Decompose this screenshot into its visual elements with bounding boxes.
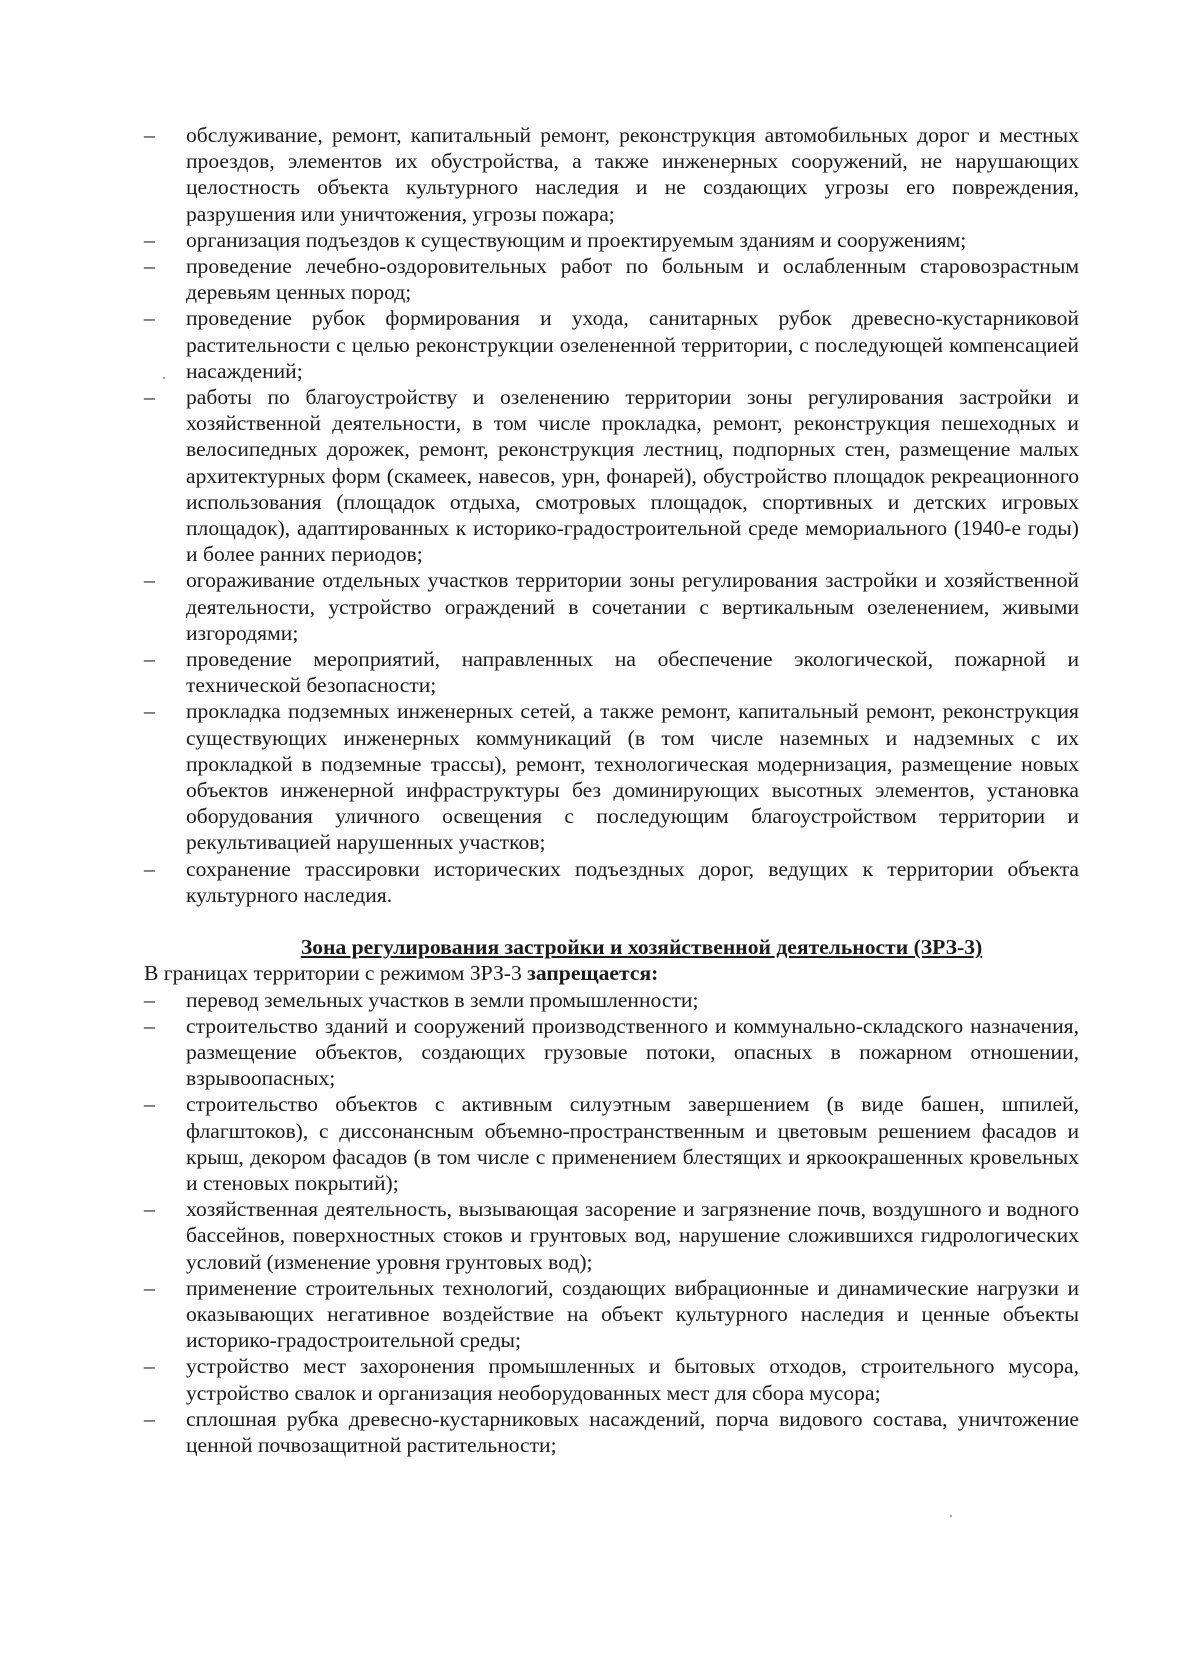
list-item: [144, 1013, 1079, 1092]
section-title: Зона регулирования застройки и хозяйственной деятельности (ЗРЗ-3): [300, 935, 983, 960]
dash-marker: –: [144, 856, 155, 881]
dash-marker: –: [144, 1354, 155, 1379]
list-item-text: проведение лечебно-оздоровительных работ по больным и ослабленным старовозрастным деревьям ценных пород;: [186, 254, 1079, 305]
dash-marker: –: [144, 1197, 155, 1222]
list-item-text: прокладка подземных инженерных сетей, а также ремонт, капитальный ремонт, реконструкция существующих инженерных коммуникаций (в том числе наземных и надземных с их прокладкой в подземные трассы), ремонт, технологическая модернизация, размещение новых объектов инженерной инфраструктуры без доминирующих высотных элементов, установка оборудования уличного освещения с последующим благоустройством территории и рекультивацией нарушенных участков;: [186, 699, 1079, 855]
list-item-text: проведение мероприятий, направленных на обеспечение экологической, пожарной и технической безопасности;: [186, 647, 1079, 698]
section-intro: [144, 960, 1079, 986]
list-item: [144, 384, 1079, 567]
list-item: [144, 305, 1079, 384]
list-item-text: хозяйственная деятельность, вызывающая засорение и загрязнение почв, воздушного и водного бассейнов, поверхностных стоков и грунтовых вод, нарушение сложившихся гидрологических условий (изменение уровня грунтовых вод);: [186, 1197, 1079, 1274]
dash-marker: –: [144, 647, 155, 672]
list-item-text: строительство объектов с активным силуэтным завершением (в виде башен, шпилей, флагштоков), с диссонансным объемно-пространственным и цветовым решением фасадов и крыш, декором фасадов (в том числе с применением блестящих и яркоокрашенных кровельных и стеновых покрытий);: [186, 1092, 1079, 1195]
document-content: [144, 122, 1079, 1458]
list-item-text: обслуживание, ремонт, капитальный ремонт, реконструкция автомобильных дорог и местных проездов, элементов их обустройства, а также инженерных сооружений, не нарушающих целостность объекта культурного наследия и не создающих угрозы его повреждения, разрушения или уничтожения, угрозы пожара;: [186, 123, 1079, 226]
dash-marker: –: [144, 1406, 155, 1431]
dash-marker: –: [144, 1092, 155, 1117]
list-item: [144, 856, 1079, 908]
dash-marker: –: [144, 987, 155, 1012]
scan-speck: [163, 377, 165, 379]
dash-marker: –: [144, 254, 155, 279]
dash-marker: –: [144, 385, 155, 410]
section-spacer: [144, 908, 1079, 934]
intro-bold-text: запрещается:: [527, 961, 659, 986]
list-item-text: перевод земельных участков в земли промышленности;: [186, 987, 699, 1012]
dash-marker: –: [144, 123, 155, 147]
list-item: [144, 987, 1079, 1013]
list-item: [144, 122, 1079, 227]
list-item: [144, 698, 1079, 855]
list-item: [144, 1091, 1079, 1196]
list-item-text: применение строительных технологий, создающих вибрационные и динамические нагрузки и оказывающих негативное воздействие на объект культурного наследия и ценные объекты историко-градостроительной среды;: [186, 1275, 1079, 1353]
dash-marker: –: [144, 1013, 155, 1038]
dash-marker: –: [144, 306, 155, 331]
intro-text: В границах территории с режимом ЗРЗ-3: [144, 961, 528, 986]
list-item-text: проведение рубок формирования и ухода, санитарных рубок древесно-кустарниковой растительности с целью реконструкции озелененной территории, с последующей компенсацией насаждений;: [186, 306, 1079, 383]
list-item: [144, 646, 1079, 698]
list-item: [144, 1196, 1079, 1275]
permitted-activities-list: [144, 122, 1079, 908]
list-item-text: организация подъездов к существующим и проектируемым зданиям и сооружениям;: [186, 227, 967, 252]
list-item: [144, 567, 1079, 646]
list-item-text: работы по благоустройству и озеленению территории зоны регулирования застройки и хозяйственной деятельности, в том числе прокладка, ремонт, реконструкция пешеходных и велосипедных дорожек, ремонт, реконструкция лестниц, подпорных стен, размещение малых архитектурных форм (скамеек, навесов, урн, фонарей), обустройство площадок рекреационного использования (площадок отдыха, смотровых площадок, спортивных и детских игровых площадок), адаптированных к историко-градостроительной среде мемориального (1940-е годы) и более ранних периодов;: [186, 385, 1079, 567]
dash-marker: –: [144, 227, 155, 252]
list-item-text: строительство зданий и сооружений производственного и коммунально-складского назначения, размещение объектов, создающих грузовые потоки, опасных в пожарном отношении, взрывоопасных;: [186, 1013, 1079, 1091]
scan-speck: [950, 1515, 952, 1517]
prohibited-activities-list: [144, 987, 1079, 1459]
list-item-text: огораживание отдельных участков территории зоны регулирования застройки и хозяйственной деятельности, устройство ограждений в сочетании с вертикальным озеленением, живыми изгородями;: [186, 568, 1079, 645]
list-item-text: сплошная рубка древесно-кустарниковых насаждений, порча видового состава, уничтожение ценной почвозащитной растительности;: [186, 1406, 1079, 1457]
list-item: [144, 1406, 1079, 1458]
list-item-text: сохранение трассировки исторических подъездных дорог, ведущих к территории объекта культурного наследия.: [186, 856, 1079, 907]
list-item: [144, 1353, 1079, 1405]
list-item: [144, 1275, 1079, 1354]
dash-marker: –: [144, 568, 155, 593]
list-item-text: устройство мест захоронения промышленных и бытовых отходов, строительного мусора, устройство свалок и организация необорудованных мест для сбора мусора;: [186, 1354, 1079, 1405]
list-item: [144, 253, 1079, 305]
dash-marker: –: [144, 1275, 155, 1300]
list-item: [144, 227, 1079, 253]
dash-marker: –: [144, 699, 155, 724]
